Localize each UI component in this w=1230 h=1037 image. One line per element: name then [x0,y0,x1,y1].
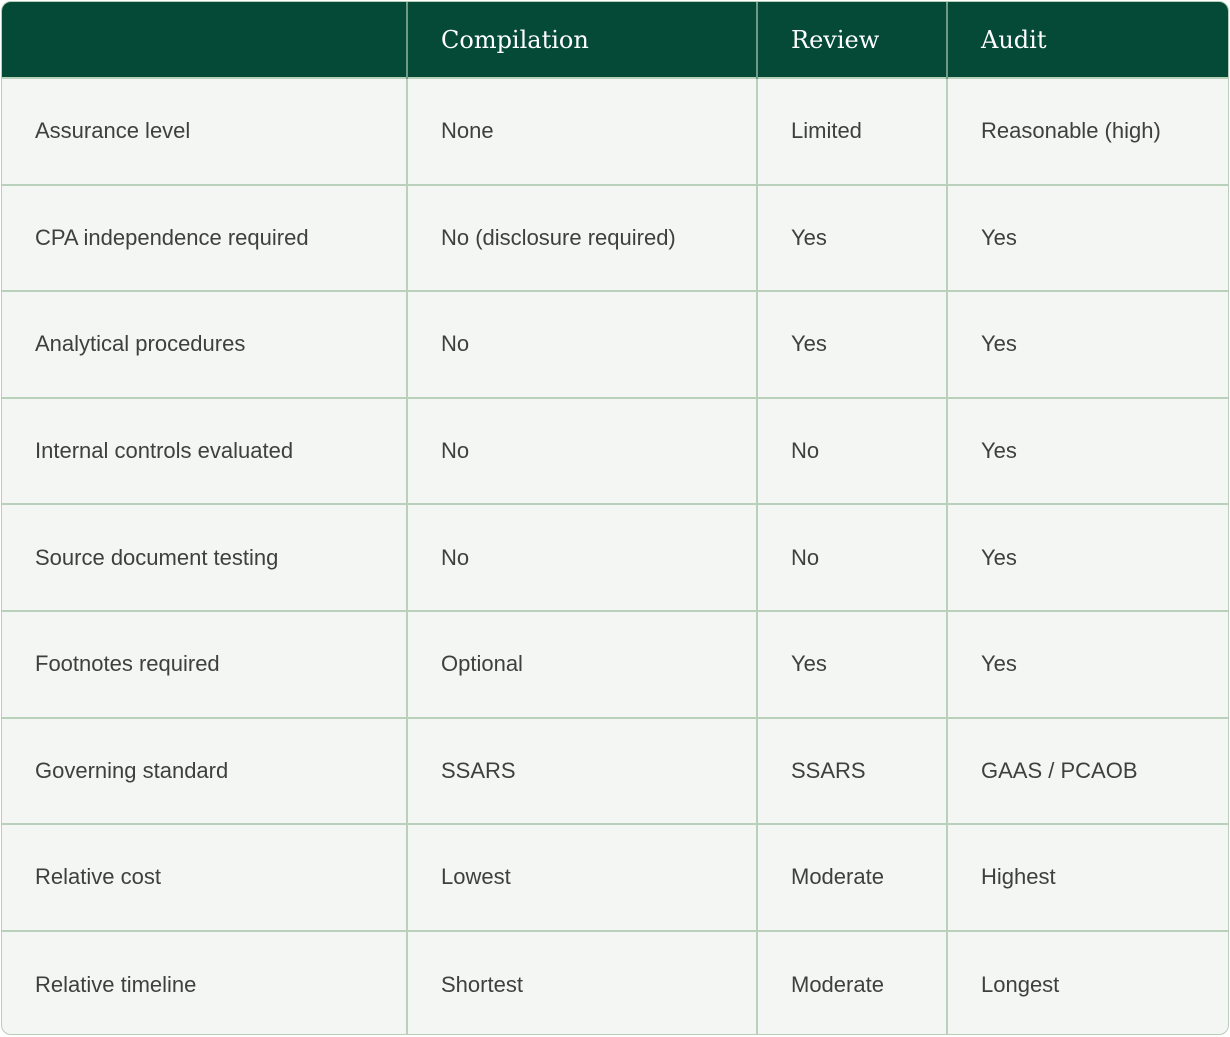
header-cell-compilation: Compilation [407,2,757,78]
review-cell: SSARS [757,718,947,825]
table-body [2,78,1228,1035]
comparison-table [2,2,1228,1035]
compilation-cell: Optional [407,611,757,718]
table-row [2,718,1228,825]
review-cell: No [757,398,947,505]
review-cell: Moderate [757,824,947,931]
table-header [2,2,1228,78]
review-cell: Yes [757,291,947,398]
audit-cell: Yes [947,611,1228,718]
row-label: Assurance level [2,78,407,185]
audit-cell: Yes [947,398,1228,505]
row-label: Governing standard [2,718,407,825]
audit-cell: Highest [947,824,1228,931]
row-label: Relative timeline [2,931,407,1035]
row-label: Source document testing [2,504,407,611]
header-cell-empty [2,2,407,78]
header-cell-review: Review [757,2,947,78]
row-label: Analytical procedures [2,291,407,398]
header-row [2,2,1228,78]
audit-cell: Reasonable (high) [947,78,1228,185]
table-row [2,824,1228,931]
table-row [2,611,1228,718]
audit-cell: Yes [947,504,1228,611]
compilation-cell: No [407,291,757,398]
audit-cell: Longest [947,931,1228,1035]
header-cell-audit: Audit [947,2,1228,78]
audit-cell: Yes [947,185,1228,292]
compilation-cell: None [407,78,757,185]
review-cell: No [757,504,947,611]
compilation-cell: No (disclosure required) [407,185,757,292]
row-label: CPA independence required [2,185,407,292]
table-row [2,931,1228,1035]
table-row [2,504,1228,611]
compilation-cell: No [407,398,757,505]
compilation-cell: Shortest [407,931,757,1035]
row-label: Internal controls evaluated [2,398,407,505]
review-cell: Limited [757,78,947,185]
table-row [2,398,1228,505]
compilation-cell: Lowest [407,824,757,931]
review-cell: Moderate [757,931,947,1035]
table-row [2,78,1228,185]
audit-cell: GAAS / PCAOB [947,718,1228,825]
audit-cell: Yes [947,291,1228,398]
review-cell: Yes [757,185,947,292]
compilation-cell: No [407,504,757,611]
comparison-table-container [1,1,1229,1035]
row-label: Relative cost [2,824,407,931]
review-cell: Yes [757,611,947,718]
row-label: Footnotes required [2,611,407,718]
compilation-cell: SSARS [407,718,757,825]
table-row [2,291,1228,398]
table-row [2,185,1228,292]
